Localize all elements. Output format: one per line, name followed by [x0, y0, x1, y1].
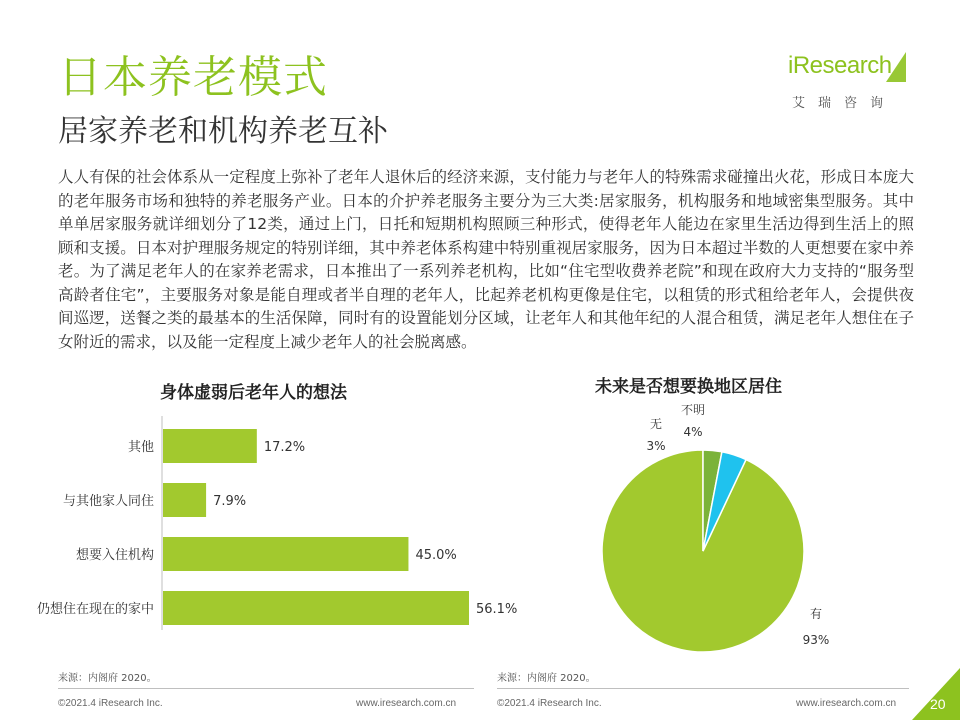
- bar-chart-title: 身体虚弱后老年人的想法: [160, 383, 347, 403]
- bar-chart-source: 来源：内阁府 2020。: [58, 673, 157, 684]
- footer-divider-left: [58, 688, 474, 689]
- footer-url-right: www.iresearch.com.cn: [796, 698, 897, 709]
- pie-slice-value: 3%: [646, 439, 666, 453]
- logo-chinese: 艾瑞咨询: [792, 96, 897, 111]
- pie-slice-value: 93%: [802, 633, 830, 647]
- body-paragraph: 人人有保的社会体系从一定程度上弥补了老年人退休后的经济来源，支付能力与老年人的特殊需求碰撞出火花，形成日本庞大的老年服务市场和独特的养老服务产业。日本的介护养老服务主要分为三大类:居家服务，机构服务和地域密集型服务。其中单单居家服务就详细划分了12类，通过上门，日托和短期机构照顾三种形式，使得老年人能边在家里生活边得到生活上的照顾和支援。日本对护理服务规定的特别详细，其中养老体系构建中特别重视居家服务，因为日本超过半数的人更想要在家中养老。为了满足老年人的在家养老需求，日本推出了一系列养老机构，比如“住宅型收费养老院”和现在政府大力支持的“服务型高龄者住宅”，主要服务对象是能自理或者半自理的老年人，比起养老机构更像是住宅，以租赁的形式租给老年人，会提供夜间巡逻，送餐之类的最基本的生活保障，同时有的设置能划分区域，让老年人和其他年纪的人混合租赁，满足老年人想住在子女附近的需求，以及能一定程度上减少老年人的社会脱离感。: [58, 168, 914, 351]
- page-subtitle: 居家养老和机构养老互补: [58, 114, 388, 149]
- bar-category-label: 其他: [127, 440, 154, 455]
- bar-value-label: 45.0%: [415, 548, 457, 563]
- pie-slice-value: 4%: [683, 425, 703, 439]
- pie-chart-source: 来源：内阁府 2020。: [497, 673, 596, 684]
- pie-chart-title: 未来是否想要换地区居住: [595, 377, 782, 397]
- bar-category-label: 与其他家人同住: [62, 494, 154, 509]
- bar-category-label: 想要入住机构: [75, 548, 154, 563]
- corner-triangle: [912, 668, 960, 720]
- bar-value-label: 56.1%: [476, 602, 518, 617]
- pie-slice-name: 无: [649, 417, 663, 431]
- footer-copyright-right: ©2021.4 iResearch Inc.: [497, 698, 602, 709]
- footer-divider-right: [497, 688, 909, 689]
- footer-copyright-left: ©2021.4 iResearch Inc.: [58, 698, 163, 709]
- footer-url-left: www.iresearch.com.cn: [356, 698, 457, 709]
- bar-value-label: 7.9%: [213, 494, 247, 509]
- pie-slice-name: 不明: [680, 403, 706, 417]
- pie-slice-name: 有: [809, 607, 823, 621]
- bar-category-label: 仍想住在现在的家中: [36, 602, 154, 617]
- page-title: 日本养老模式: [58, 52, 328, 103]
- logo-wordmark: iResearch: [788, 52, 892, 79]
- page-number: 20: [930, 696, 946, 712]
- bar-value-label: 17.2%: [263, 440, 306, 455]
